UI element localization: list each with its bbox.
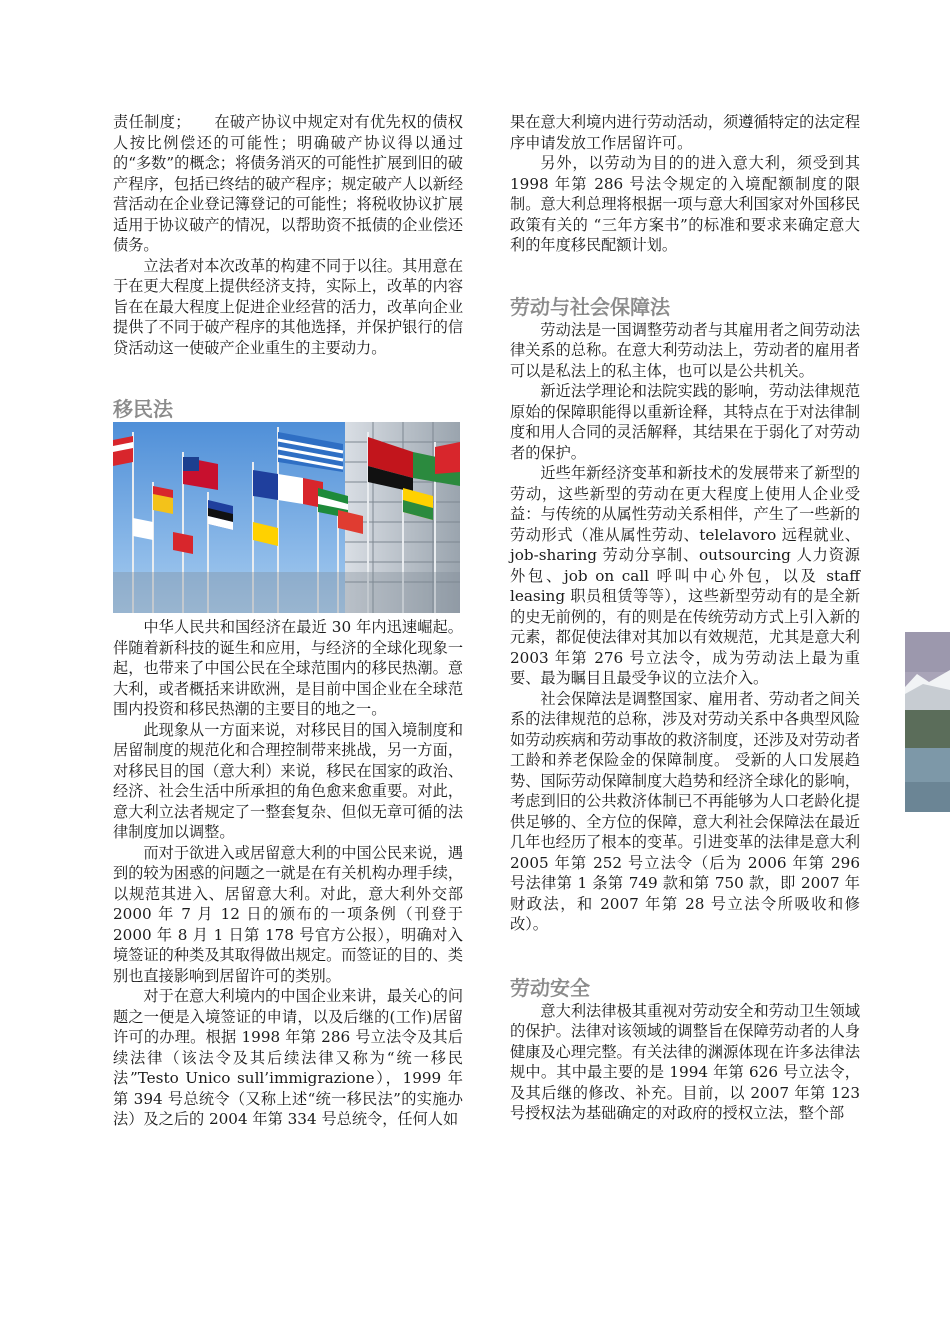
right-column — [510, 112, 860, 1124]
body-paragraph: 劳动法是一国调整劳动者与其雇用者之间劳动法律关系的总称。在意大利劳动法上，劳动者的雇用者可以是私法上的私主体，也可以是公共机关。 — [510, 320, 860, 380]
body-paragraph: 社会保障法是调整国家、雇用者、劳动者之间关系的法律规范的总称，涉及对劳动关系中各典型风险如劳动疾病和劳动事故的救济制度，还涉及对劳动者工龄和养老保险金的保障制度。 受新的人口发展趋势、国际劳动保障制度大趋势和经济全球化的影响，考虑到旧的公共救济体制已不再能够为人口老龄化提供足够的、全方位的保障，意大利社会保障法在最近几年也经历了根本的变革。引进变革的法律是意大利 2005 年第 252 号立法令（后为 2006 年第 296 号法律第 1 条第 749 款和第 750 款，即 2007 年财政法，和 2007 年第 28 号立法令所吸收和修改）。 — [510, 689, 860, 933]
section-heading-immigration: 移民法 — [113, 397, 173, 421]
body-paragraph: 近些年新经济变革和新技术的发展带来了新型的劳动，这些新型的劳动在更大程度上使用人企业受益：与传统的从属性劳动关系相伴，产生了一些新的劳动形式（准从属性劳动、telelavoro 远程就业、job-sharing 劳动分享制、outsourcing 人力资源外包、job on call 呼叫中心外包，以及 staff leasing 职员租赁等等），这些新型劳动有的是全新的史无前例的，有的则是在传统劳动方式上引入新的元素，都促使法律对其加以有效规范，尤其是意大利 2003 年第 276 号立法令，成为劳动法上最为重要、最为瞩目且最受争议的立法介入。 — [510, 464, 860, 687]
body-paragraph: 意大利法律极其重视对劳动安全和劳动卫生领域的保护。法律对该领域的调整旨在保障劳动者的人身健康及心理完整。有关法律的渊源体现在许多法律法规中。其中最主要的是 1994 年第 626 号立法令，及其后继的修改、补充。目前，以 2007 年第 123 号授权法为基础确定的对政府的授权立法，整个部 — [510, 1001, 860, 1122]
body-paragraph: 而对于欲进入或居留意大利的中国公民来说，遇到的较为困惑的问题之一就是在有关机构办理手续，以规范其进入、居留意大利。对此，意大利外交部 2000 年 7 月 12 日的颁布的一项条例（刊登于 2000 年 8 月 1 日第 178 号官方公报），明确对入境签证的种类及其取得做出规定。而签证的目的、类别也直接影响到居留许可的类别。 — [113, 843, 463, 985]
flags-photo — [113, 422, 460, 613]
body-paragraph: 另外，以劳动为目的的进入意大利，须受到其 1998 年第 286 号法令规定的入境配额制度的限制。意大利总理将根据一项与意大利国家对外国移民政策有关的 “三年方案书”的标准和要求来确定意大利的年度移民配额计划。 — [510, 154, 860, 254]
mountain-photo-strip — [905, 632, 950, 812]
body-paragraph: 新近法学理论和法院实践的影响，劳动法律规范原始的保障职能得以重新诠释，其特点在于对法律制度和用人合同的灵活解释，其结果在于弱化了对劳动者的保护。 — [510, 382, 860, 462]
left-column — [113, 112, 463, 1130]
body-paragraph: 果在意大利境内进行劳动活动，须遵循特定的法定程序申请发放工作居留许可。 — [510, 113, 860, 152]
section-heading-labor: 劳动与社会保障法 — [510, 294, 670, 319]
section-heading-safety: 劳动安全 — [510, 975, 590, 1000]
body-paragraph: 对于在意大利境内的中国企业来讲，最关心的问题之一便是入境签证的申请，以及后继的(工作)居留许可的办理。根据 1998 年第 286 号立法令及其后续法律（该法令及其后续法律又称为“统一移民法”Testo Unico sull’immigrazione），1999 年第 394 号总统令（又称上述“统一移民法”的实施办法）及之后的 2004 年第 334 号总统令，任何人如 — [113, 987, 463, 1128]
body-paragraph: 此现象从一方面来说，对移民目的国入境制度和居留制度的规范化和合理控制带来挑战，另一方面，对移民目的国（意大利）来说，移民在国家的政治、经济、社会生活中所承担的角色愈来愈重要。对此，意大利立法者规定了一整套复杂、但似无章可循的法律制度加以调整。 — [113, 720, 463, 841]
body-paragraph: 责任制度； 在破产协议中规定对有优先权的债权人按比例偿还的可能性；明确破产协议得以通过的“多数”的概念；将债务消灭的可能性扩展到旧的破产程序，包括已终结的破产程序；规定破产人以新经营活动在企业登记簿登记的可能性；将税收协议扩展适用于协议破产的情况，以帮助资不抵债的企业偿还债务。 — [113, 113, 463, 254]
body-paragraph: 中华人民共和国经济在最近 30 年内迅速崛起。伴随着新科技的诞生和应用，与经济的全球化现象一起，也带来了中国公民在全球范围内的移民热潮。意大利，或者概括来讲欧洲，是目前中国企业在全球范围内投资和移民热潮的主要目的地之一。 — [113, 618, 463, 718]
body-paragraph: 立法者对本次改革的构建不同于以往。其用意在于在更大程度上提供经济支持，实际上，改革的内容旨在在最大程度上促进企业经营的活力，改革向企业提供了不同于破产程序的其他选择，并保护银行的信贷活动这一使破产企业重生的主要动力。 — [113, 256, 463, 357]
